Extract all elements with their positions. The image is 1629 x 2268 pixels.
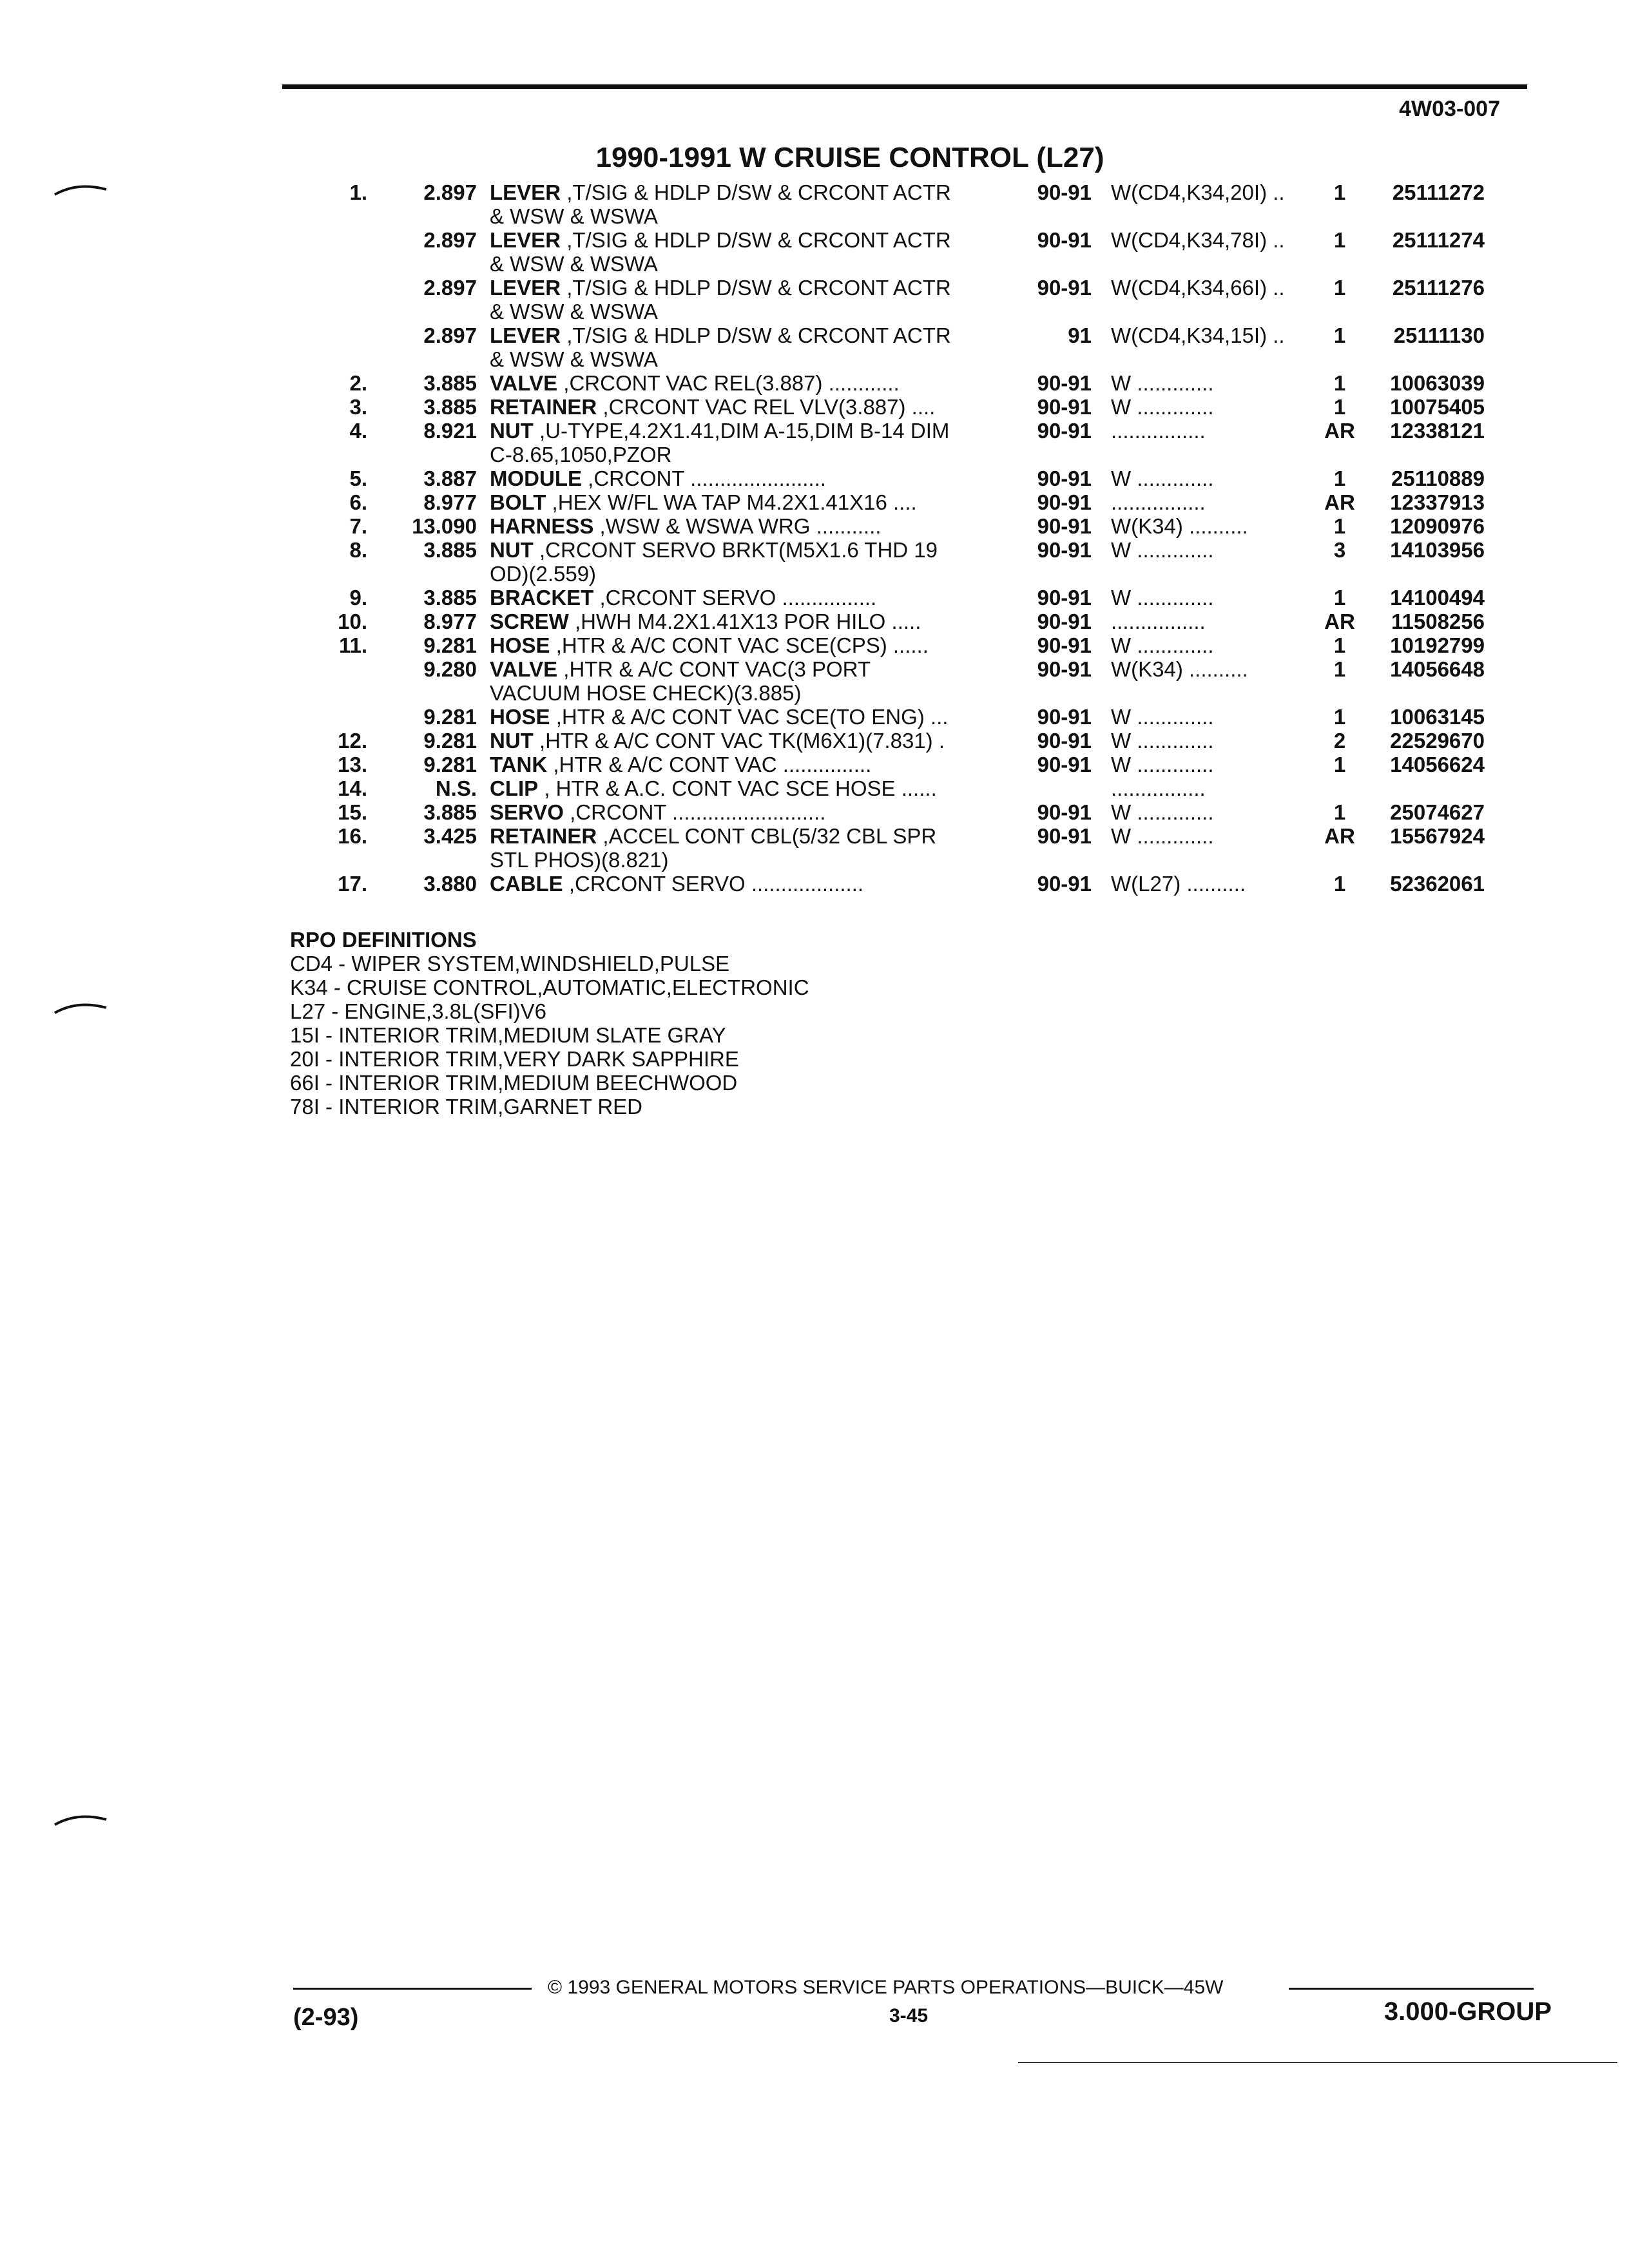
part-desc-text: ,HTR & A/C CONT VAC SCE(CPS) ...... (555, 633, 929, 657)
part-year: 90-91 (1037, 466, 1092, 490)
part-description (490, 633, 1035, 657)
table-row (303, 657, 1534, 681)
part-model: ................ (1111, 776, 1206, 800)
part-description-continued: VACUUM HOSE CHECK)(3.885) (490, 681, 802, 705)
part-qty: 1 (1333, 323, 1346, 347)
part-year: 90-91 (1037, 228, 1092, 252)
part-name: BRACKET (490, 586, 594, 610)
table-row (303, 872, 1534, 896)
part-model: W ............. (1111, 753, 1214, 776)
table-row (303, 228, 1534, 252)
punch-mark-icon (52, 1811, 110, 1830)
part-name: VALVE (490, 371, 558, 395)
part-ref (303, 705, 367, 729)
part-ref (303, 228, 367, 252)
part-description (490, 466, 1035, 490)
part-name: HOSE (490, 633, 550, 657)
page-title: 1990-1991 W CRUISE CONTROL (L27) (595, 142, 1104, 173)
part-description-continued: & WSW & WSWA (490, 252, 658, 276)
part-desc-text: ,HTR & A/C CONT VAC ............... (553, 753, 872, 776)
footer-rule-right (1289, 1988, 1534, 1990)
part-qty: 1 (1333, 872, 1346, 896)
part-ref: 8. (349, 538, 367, 562)
part-group: 2.897 (423, 228, 477, 252)
part-year: 90-91 (1037, 729, 1092, 753)
part-desc-text: ,T/SIG & HDLP D/SW & CRCONT ACTR (566, 276, 951, 300)
part-number: 25111276 (1392, 276, 1485, 300)
footer-copyright: © 1993 GENERAL MOTORS SERVICE PARTS OPERATIONS—BUICK—45W (548, 1977, 1224, 1998)
part-description-continued: OD)(2.559) (490, 562, 597, 586)
part-qty: AR (1324, 490, 1355, 514)
punch-mark-icon (52, 999, 110, 1018)
part-desc-text: ,ACCEL CONT CBL(5/32 CBL SPR (602, 824, 937, 848)
part-desc-text: ,T/SIG & HDLP D/SW & CRCONT ACTR (566, 180, 951, 204)
part-model: ................ (1111, 419, 1206, 443)
part-model: W ............. (1111, 800, 1214, 824)
part-desc-text: ,HTR & A/C CONT VAC TK(M6X1)(7.831) . (539, 729, 945, 753)
part-qty: AR (1324, 610, 1355, 633)
punch-mark-icon (52, 180, 110, 200)
part-year: 90-91 (1037, 490, 1092, 514)
table-row-continuation (303, 848, 1534, 872)
part-year: 90-91 (1037, 276, 1092, 300)
table-row-continuation (303, 204, 1534, 228)
table-row (303, 633, 1534, 657)
part-ref: 12. (338, 729, 367, 753)
part-description (490, 705, 1035, 729)
part-name: LEVER (490, 276, 561, 300)
part-qty: 1 (1333, 276, 1346, 300)
part-model: W ............. (1111, 395, 1214, 419)
part-ref: 15. (338, 800, 367, 824)
table-row-continuation (303, 347, 1534, 371)
part-qty: 1 (1333, 395, 1346, 419)
table-row (303, 395, 1534, 419)
part-description (490, 180, 1035, 204)
part-description (490, 395, 1035, 419)
bottom-rule (1018, 2062, 1617, 2063)
part-ref (303, 657, 367, 681)
part-qty: 1 (1333, 586, 1346, 610)
part-group: 3.885 (423, 800, 477, 824)
table-row (303, 538, 1534, 562)
part-name: SERVO (490, 800, 564, 824)
part-ref (303, 323, 367, 347)
part-desc-text: ,CRCONT SERVO ................ (599, 586, 877, 610)
part-ref: 2. (349, 371, 367, 395)
part-description (490, 824, 1035, 848)
part-qty: 1 (1333, 657, 1346, 681)
rpo-items (290, 952, 809, 1119)
part-qty: 1 (1333, 514, 1346, 538)
part-group: 2.897 (423, 323, 477, 347)
part-year (1035, 776, 1092, 800)
part-model: ................ (1111, 610, 1206, 633)
part-year: 90-91 (1037, 371, 1092, 395)
part-year: 90-91 (1037, 705, 1092, 729)
part-year: 90-91 (1037, 633, 1092, 657)
part-group: 2.897 (423, 276, 477, 300)
part-name: CABLE (490, 872, 563, 896)
part-desc-text: ,CRCONT VAC REL(3.887) ............ (563, 371, 900, 395)
part-ref: 5. (349, 466, 367, 490)
part-desc-text: ,HWH M4.2X1.41X13 POR HILO ..... (575, 610, 921, 633)
part-group: 3.885 (423, 371, 477, 395)
table-row (303, 514, 1534, 538)
part-description-continued: STL PHOS)(8.821) (490, 848, 669, 872)
part-desc-text: ,HTR & A/C CONT VAC SCE(TO ENG) ... (555, 705, 949, 729)
part-model: ................ (1111, 490, 1206, 514)
part-model: W ............. (1111, 586, 1214, 610)
part-description (490, 776, 1035, 800)
part-description (490, 753, 1035, 776)
part-number: 10075405 (1390, 395, 1485, 419)
part-ref: 9. (349, 586, 367, 610)
table-row (303, 800, 1534, 824)
part-qty: 1 (1333, 633, 1346, 657)
table-row (303, 729, 1534, 753)
part-ref: 13. (338, 753, 367, 776)
part-name: LEVER (490, 323, 561, 347)
part-description-continued: & WSW & WSWA (490, 300, 658, 323)
part-year: 90-91 (1037, 419, 1092, 443)
part-ref: 3. (349, 395, 367, 419)
part-description (490, 228, 1035, 252)
part-description (490, 276, 1035, 300)
part-year: 90-91 (1037, 586, 1092, 610)
part-model: W ............. (1111, 371, 1214, 395)
rpo-item: 15I - INTERIOR TRIM,MEDIUM SLATE GRAY (290, 1023, 726, 1047)
part-qty: 3 (1333, 538, 1346, 562)
part-name: NUT (490, 419, 534, 443)
part-description (490, 729, 1035, 753)
table-row (303, 705, 1534, 729)
part-desc-text: ,CRCONT ....................... (588, 466, 826, 490)
part-group: 9.281 (423, 753, 477, 776)
part-number: 12338121 (1390, 419, 1485, 443)
rpo-item: L27 - ENGINE,3.8L(SFI)V6 (290, 999, 546, 1023)
part-model: W(CD4,K34,20I) .. (1111, 180, 1285, 204)
part-name: TANK (490, 753, 548, 776)
footer-group: 3.000-GROUP (1383, 1997, 1552, 2026)
part-desc-text: ,HTR & A/C CONT VAC(3 PORT (563, 657, 871, 681)
part-desc-text: ,T/SIG & HDLP D/SW & CRCONT ACTR (566, 323, 951, 347)
table-row (303, 753, 1534, 776)
part-number: 10063039 (1390, 371, 1485, 395)
part-name: HOSE (490, 705, 550, 729)
part-model: W(CD4,K34,15I) .. (1111, 323, 1285, 347)
part-model: W(CD4,K34,78I) .. (1111, 228, 1285, 252)
table-row (303, 776, 1534, 800)
part-description (490, 538, 1035, 562)
table-row-continuation (303, 300, 1534, 323)
table-row (303, 419, 1534, 443)
part-desc-text: ,WSW & WSWA WRG ........... (599, 514, 882, 538)
part-ref: 10. (338, 610, 367, 633)
table-row-continuation (303, 252, 1534, 276)
part-number: 14103956 (1390, 538, 1485, 562)
part-name: VALVE (490, 657, 558, 681)
part-desc-text: ,CRCONT VAC REL VLV(3.887) .... (602, 395, 936, 419)
table-row (303, 180, 1534, 204)
part-name: LEVER (490, 228, 561, 252)
part-group: 3.880 (423, 872, 477, 896)
part-description (490, 800, 1035, 824)
part-desc-text: ,CRCONT SERVO BRKT(M5X1.6 THD 19 (539, 538, 938, 562)
part-qty: AR (1324, 419, 1355, 443)
part-name: LEVER (490, 180, 561, 204)
part-model: W(K34) .......... (1111, 514, 1248, 538)
part-desc-text: ,CRCONT .......................... (570, 800, 826, 824)
part-group: 3.425 (423, 824, 477, 848)
part-number: 14100494 (1390, 586, 1485, 610)
part-ref: 11. (338, 633, 367, 657)
top-rule (282, 84, 1527, 89)
part-desc-text: ,HEX W/FL WA TAP M4.2X1.41X16 .... (552, 490, 917, 514)
part-qty: 1 (1333, 800, 1346, 824)
part-description (490, 371, 1035, 395)
part-group: 9.281 (423, 633, 477, 657)
rpo-title: RPO DEFINITIONS (290, 928, 477, 952)
part-group: 13.090 (412, 514, 477, 538)
part-qty: 2 (1333, 729, 1346, 753)
part-group: 8.977 (423, 490, 477, 514)
table-row (303, 371, 1534, 395)
part-qty: 1 (1333, 753, 1346, 776)
part-description (490, 419, 1035, 443)
part-number: 10063145 (1390, 705, 1485, 729)
part-ref: 6. (349, 490, 367, 514)
table-row (303, 276, 1534, 300)
part-group: 8.921 (423, 419, 477, 443)
part-model: W ............. (1111, 466, 1214, 490)
part-year: 90-91 (1037, 800, 1092, 824)
part-model: W(K34) .......... (1111, 657, 1248, 681)
part-description (490, 872, 1035, 896)
table-row (303, 323, 1534, 347)
part-description (490, 514, 1035, 538)
parts-list (303, 180, 1534, 896)
table-row (303, 490, 1534, 514)
part-ref: 4. (349, 419, 367, 443)
part-number: 12090976 (1390, 514, 1485, 538)
part-qty: AR (1324, 824, 1355, 848)
part-number: 22529670 (1390, 729, 1485, 753)
part-year: 91 (1068, 323, 1092, 347)
part-number: 25111274 (1392, 228, 1485, 252)
part-description-continued: C-8.65,1050,PZOR (490, 443, 672, 466)
part-qty (1317, 776, 1362, 800)
table-row-continuation (303, 562, 1534, 586)
part-ref: 7. (349, 514, 367, 538)
part-group: 3.885 (423, 586, 477, 610)
part-ref: 17. (338, 872, 367, 896)
part-name: MODULE (490, 466, 582, 490)
document-code: 4W03-007 (1399, 97, 1500, 121)
part-ref: 14. (338, 776, 367, 800)
part-number: 14056624 (1390, 753, 1485, 776)
part-group: 9.281 (423, 729, 477, 753)
table-row (303, 610, 1534, 633)
part-group: 8.977 (423, 610, 477, 633)
part-year: 90-91 (1037, 824, 1092, 848)
footer-page-number: 3-45 (889, 2005, 929, 2026)
part-number: 25110889 (1391, 466, 1485, 490)
part-qty: 1 (1333, 705, 1346, 729)
part-desc-text: ,CRCONT SERVO ................... (568, 872, 864, 896)
rpo-item: 78I - INTERIOR TRIM,GARNET RED (290, 1095, 643, 1119)
part-group: 3.887 (423, 466, 477, 490)
table-row (303, 586, 1534, 610)
part-name: SCREW (490, 610, 569, 633)
part-desc-text: ,U-TYPE,4.2X1.41,DIM A-15,DIM B-14 DIM (539, 419, 950, 443)
part-group: 9.280 (423, 657, 477, 681)
part-ref (303, 276, 367, 300)
footer-date: (2-93) (293, 2004, 359, 2031)
part-name: HARNESS (490, 514, 594, 538)
part-description (490, 586, 1035, 610)
rpo-item: 20I - INTERIOR TRIM,VERY DARK SAPPHIRE (290, 1047, 739, 1071)
part-number: 12337913 (1390, 490, 1485, 514)
part-model: W ............. (1111, 633, 1214, 657)
part-description-continued: & WSW & WSWA (490, 204, 658, 228)
rpo-item: K34 - CRUISE CONTROL,AUTOMATIC,ELECTRONIC (290, 975, 809, 999)
part-year: 90-91 (1037, 514, 1092, 538)
part-desc-text: ,T/SIG & HDLP D/SW & CRCONT ACTR (566, 228, 951, 252)
part-number (1362, 776, 1485, 800)
rpo-item: CD4 - WIPER SYSTEM,WINDSHIELD,PULSE (290, 952, 730, 975)
part-year: 90-91 (1037, 180, 1092, 204)
part-qty: 1 (1333, 466, 1346, 490)
part-group: 2.897 (423, 180, 477, 204)
part-name: BOLT (490, 490, 546, 514)
table-row-continuation (303, 681, 1534, 705)
part-description (490, 323, 1035, 347)
part-name: NUT (490, 538, 534, 562)
part-description-continued: & WSW & WSWA (490, 347, 658, 371)
part-model: W(CD4,K34,66I) .. (1111, 276, 1285, 300)
part-ref: 16. (338, 824, 367, 848)
part-description (490, 490, 1035, 514)
part-year: 90-91 (1037, 657, 1092, 681)
part-number: 25111130 (1393, 323, 1485, 347)
part-number: 52362061 (1390, 872, 1485, 896)
table-row-continuation (303, 443, 1534, 466)
part-description (490, 657, 1035, 681)
part-qty: 1 (1333, 228, 1346, 252)
part-ref: 1. (349, 180, 367, 204)
part-name: RETAINER (490, 395, 597, 419)
part-desc-text: , HTR & A.C. CONT VAC SCE HOSE ...... (544, 776, 937, 800)
part-year: 90-91 (1037, 753, 1092, 776)
part-number: 14056648 (1390, 657, 1485, 681)
table-row (303, 824, 1534, 848)
part-year: 90-91 (1037, 872, 1092, 896)
part-year: 90-91 (1037, 395, 1092, 419)
part-group: N.S. (435, 776, 477, 800)
part-name: RETAINER (490, 824, 597, 848)
part-group: 3.885 (423, 395, 477, 419)
part-number: 25111272 (1392, 180, 1485, 204)
part-group: 3.885 (423, 538, 477, 562)
footer-rule-left (293, 1988, 532, 1990)
part-group: 9.281 (423, 705, 477, 729)
table-row (303, 466, 1534, 490)
part-name: NUT (490, 729, 534, 753)
rpo-definitions (290, 928, 809, 1119)
part-model: W ............. (1111, 538, 1214, 562)
part-number: 15567924 (1390, 824, 1485, 848)
part-model: W ............. (1111, 824, 1214, 848)
part-description (490, 610, 1035, 633)
part-number: 10192799 (1390, 633, 1485, 657)
part-year: 90-91 (1037, 538, 1092, 562)
part-model: W ............. (1111, 705, 1214, 729)
part-year: 90-91 (1037, 610, 1092, 633)
part-qty: 1 (1333, 371, 1346, 395)
part-model: W ............. (1111, 729, 1214, 753)
part-number: 25074627 (1390, 800, 1485, 824)
part-number: 11508256 (1391, 610, 1485, 633)
part-model: W(L27) .......... (1111, 872, 1246, 896)
rpo-item: 66I - INTERIOR TRIM,MEDIUM BEECHWOOD (290, 1071, 738, 1095)
part-qty: 1 (1333, 180, 1346, 204)
part-name: CLIP (490, 776, 539, 800)
